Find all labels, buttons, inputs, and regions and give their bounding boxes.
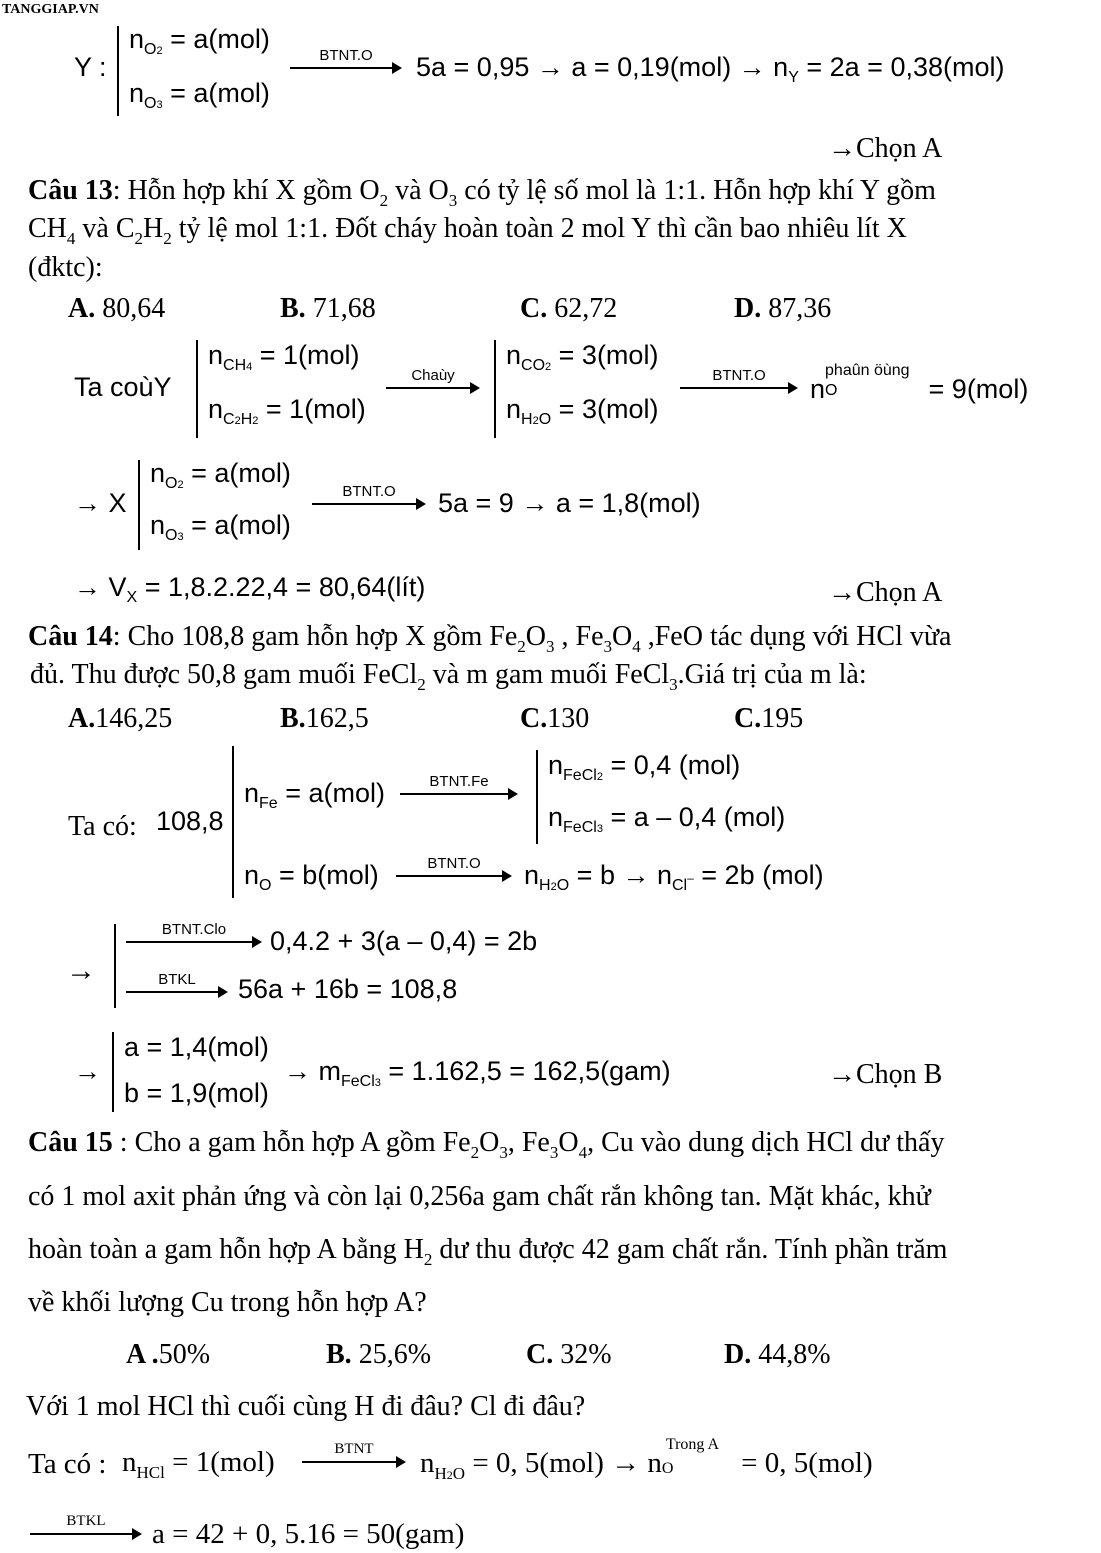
q13-option-d: D. 87,36 [734, 293, 832, 324]
q14-ta-co: Ta có: [68, 811, 137, 842]
q13-brace-products [494, 340, 496, 438]
q15-text-line-1: Câu 15 : Cho a gam hỗn hợp A gồm $Fe_2O_3$, $Fe_3O_4$, Cu vào dung dịch HCl dư thấy [28, 1127, 945, 1162]
q14-brace-main [232, 746, 234, 898]
arrow-btnt-clo: BTNT.Clo [126, 922, 262, 947]
q13-text-line-3: (đktc): [28, 252, 103, 283]
watermark: TANGGIAP.VN [2, 2, 99, 17]
answer-choice-14: →Chọn B [828, 1059, 943, 1090]
q14-text-line-2: đủ. Thu được 50,8 gam muối FeCl$_2$ và m gam muối FeCl$_3$.Giá trị của m là: [30, 659, 867, 694]
q13-y-c2h2: $n_{C2H2} = 1(mol)$ [208, 394, 366, 428]
q13-text-line-1: Câu 13: Hỗn hợp khí X gồm $O_2$ và $O_3$ có tỷ lệ số mol là 1:1. Hỗn hợp khí Y gồm [28, 175, 936, 210]
q14-brace-system [114, 924, 116, 1008]
q13-option-c: C. 62,72 [520, 293, 618, 324]
q13-volume: → $V_X = 1,8.2.22,4$ = 80,64(lít) [74, 572, 426, 606]
arrow-chay: Chaùy [386, 368, 480, 393]
q14-arrow-start: → [66, 954, 96, 987]
q14-n-o: $n_O = b(mol)$ [244, 860, 379, 894]
q14-option-c: C.130 [520, 703, 590, 734]
answer-choice-12: →Chọn A [828, 133, 943, 164]
y-line-1: $n_{O2} = a(mol)$ [129, 24, 270, 58]
arrow-btkl: BTKL [126, 972, 228, 997]
q13-ta-co: Ta coùY [74, 372, 172, 402]
q14-result-a: a = 1,4(mol) [124, 1032, 269, 1062]
arrow-btnt-o: BTNT.O [290, 48, 402, 73]
q13-option-b: B. 71,68 [280, 293, 376, 324]
q15-ta-co: Ta có : [28, 1448, 107, 1480]
arrow-btnt-o: BTNT.O [680, 368, 798, 393]
q14-mass: 108,8 [156, 806, 224, 836]
q13-n-co2: $n_{CO2} = 3(mol)$ [506, 340, 659, 374]
q15-option-d: D. 44,8% [724, 1339, 831, 1370]
arrow-btnt: BTNT [302, 1442, 406, 1467]
q13-x-o3: $n_{O3} = a(mol)$ [150, 510, 291, 544]
q15-last-line: a = 42 + 0, 5.16 = 50(gam) [152, 1518, 465, 1550]
q13-x-o2: $n_{O2} = a(mol)$ [150, 458, 291, 492]
q14-n-fecl3: $n_{FeCl3} = a - 0,4$ (mol) [548, 802, 786, 836]
arrow-btnt-o: BTNT.O [396, 856, 512, 881]
arrow-btkl: BTKL [30, 1514, 142, 1539]
q13-n-o-reacted: n phaûn öùng O = 9(mol) [810, 362, 1029, 404]
q15-option-c: C. 32% [526, 1339, 612, 1370]
y-label: Y : [74, 52, 107, 82]
q14-text-line-1: Câu 14: Cho 108,8 gam hỗn hợp X gồm $Fe_2O_3$ , $Fe_3O_4$ ,FeO tác dụng với HCl vừa [28, 621, 952, 656]
q15-n-hcl: $n_{HCl} = 1(mol)$ [122, 1446, 275, 1482]
arrow-btnt-o: BTNT.O [312, 484, 426, 509]
q14-option-a: A.146,25 [68, 703, 173, 734]
q14-result-arrow: → [74, 1056, 101, 1086]
q13-option-a: A. 80,64 [68, 293, 166, 324]
q15-text-line-3: hoàn toàn a gam hỗn hợp A bằng $H_2$ dư thu được 42 gam chất rắn. Tính phần trăm [28, 1234, 948, 1269]
q14-option-b: B.162,5 [280, 703, 369, 734]
q13-n-h2o: $n_{H2O} = 3(mol)$ [506, 394, 659, 428]
q14-mass-fecl3: → $m_{FeCl3} = 1.162,5 = 162,5(gam)$ [284, 1056, 671, 1090]
q15-question: Với 1 mol HCl thì cuối cùng H đi đâu? Cl đi đâu? [26, 1391, 586, 1422]
y-brace [117, 26, 119, 116]
y-result: $5a = 0,95 \to a = 0,19(mol) \to n_Y = 2a = 0,38(mol)$ [416, 52, 1005, 86]
q15-text-line-2: có 1 mol axit phản ứng và còn lại 0,256a gam chất rắn không tan. Mặt khác, khử [28, 1181, 931, 1212]
q14-eq-1: 0,4.2 + 3(a – 0,4) = 2b [270, 926, 538, 956]
q14-brace-result [112, 1032, 114, 1112]
q14-n-fe: $n_{Fe} = a(mol)$ [244, 778, 385, 812]
q14-result-b: b = 1,9(mol) [124, 1078, 269, 1108]
q15-option-a: A .50% [126, 1339, 211, 1370]
answer-choice-13: →Chọn A [828, 577, 943, 608]
q14-eq-2: 56a + 16b = 108,8 [238, 974, 458, 1004]
arrow-btnt-fe: BTNT.Fe [400, 774, 518, 799]
q15-option-b: B. 25,6% [326, 1339, 432, 1370]
y-line-2: $n_{O3} = a(mol)$ [129, 78, 270, 112]
q13-x-result: 5a = 9 → a = 1,8(mol) [438, 488, 701, 518]
q13-brace-x [138, 460, 140, 550]
q15-text-line-4: về khối lượng Cu trong hỗn hợp A? [28, 1287, 427, 1318]
q13-text-line-2: $CH_4$ và $C_2H_2$ tỷ lệ mol 1:1. Đốt cháy hoàn toàn 2 mol Y thì cần bao nhiêu lít X [28, 213, 907, 248]
q14-option-d: C.195 [734, 703, 804, 734]
q15-n-h2o-o: $n_{H2O} = 0$, 5(mol) → n Trong A O = 0, 5(mol) [420, 1436, 873, 1483]
q14-n-h2o-cl: $n_{H2O} = b \to n_{Cl^-} = 2b$ (mol) [524, 860, 824, 894]
q14-brace-salts [536, 750, 538, 844]
q13-brace-y [196, 340, 198, 438]
q13-y-ch4: $n_{CH4} = 1(mol)$ [208, 340, 360, 374]
q13-x-label: → X [74, 488, 127, 518]
q14-n-fecl2: $n_{FeCl2} = 0,4$ (mol) [548, 750, 741, 784]
